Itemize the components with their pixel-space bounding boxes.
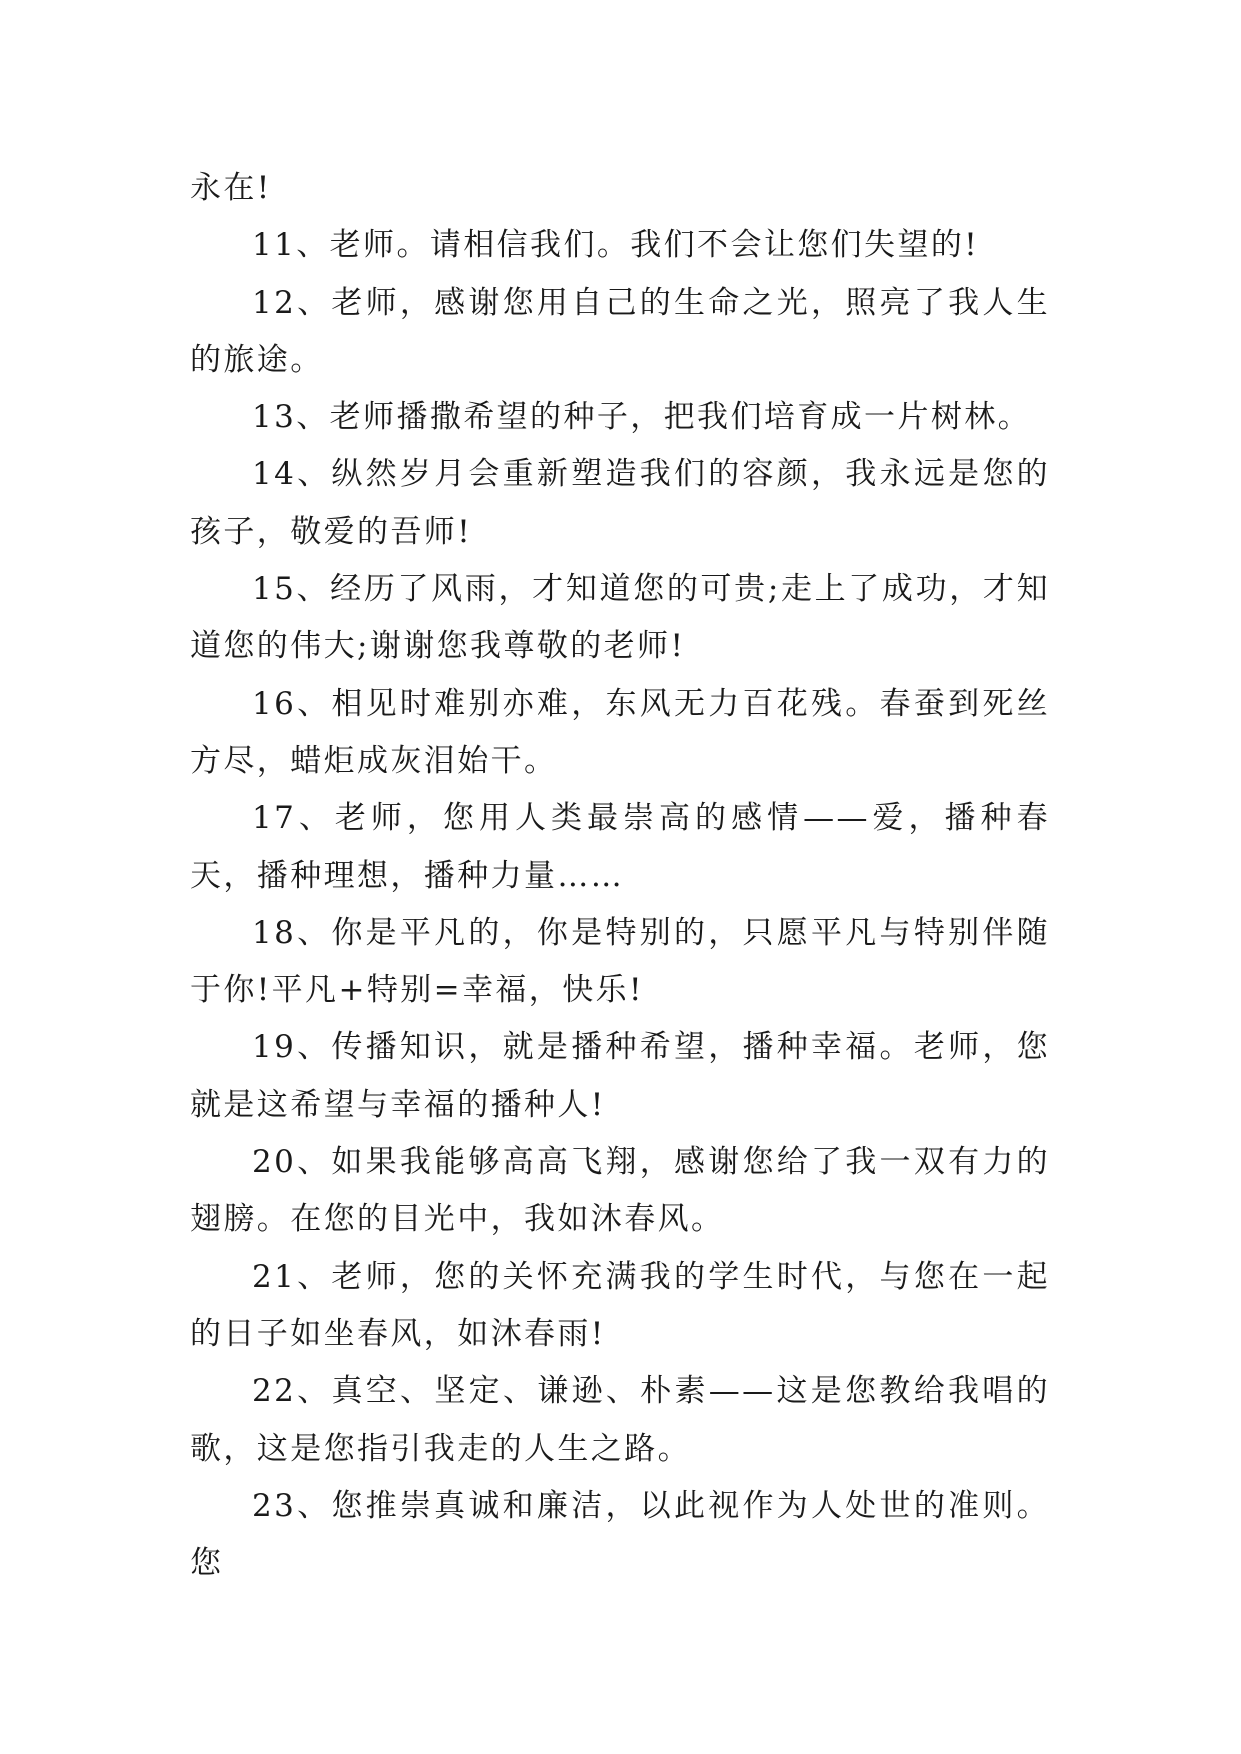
paragraph-23: 23、您推崇真诚和廉洁，以此视作为人处世的准则。您 (190, 1487, 1050, 1582)
paragraph-19: 19、传播知识，就是播种希望，播种幸福。老师，您就是这希望与幸福的播种人! (190, 1029, 1050, 1123)
paragraph-18: 18、你是平凡的，你是特别的，只愿平凡与特别伴随于你!平凡+特别=幸福，快乐! (190, 914, 1050, 1009)
paragraph-13: 13、老师播撒希望的种子，把我们培育成一片树林。 (252, 399, 1032, 436)
paragraph-continuation: 永在! (190, 170, 272, 206)
paragraph-14: 14、纵然岁月会重新塑造我们的容颜，我永远是您的孩子，敬爱的吾师! (190, 456, 1050, 550)
paragraph-17: 17、老师，您用人类最崇高的感情——爱，播种春天，播种理想，播种力量…… (190, 800, 1050, 894)
paragraph-21: 21、老师，您的关怀充满我的学生时代，与您在一起的日子如坐春风，如沐春雨! (190, 1258, 1050, 1352)
paragraph-11: 11、老师。请相信我们。我们不会让您们失望的! (252, 227, 980, 264)
body-text (190, 160, 1050, 1592)
paragraph-20: 20、如果我能够高高飞翔，感谢您给了我一双有力的翅膀。在您的目光中，我如沐春风。 (190, 1144, 1050, 1238)
paragraph-12: 12、老师，感谢您用自己的生命之光，照亮了我人生的旅途。 (190, 284, 1050, 378)
paragraph-16: 16、相见时难别亦难，东风无力百花残。春蚕到死丝方尽，蜡炬成灰泪始干。 (190, 685, 1050, 779)
paragraph-22: 22、真空、坚定、谦逊、朴素——这是您教给我唱的歌，这是您指引我走的人生之路。 (190, 1373, 1050, 1467)
paragraph-15: 15、经历了风雨，才知道您的可贵;走上了成功，才知道您的伟大;谢谢您我尊敬的老师! (190, 571, 1050, 665)
